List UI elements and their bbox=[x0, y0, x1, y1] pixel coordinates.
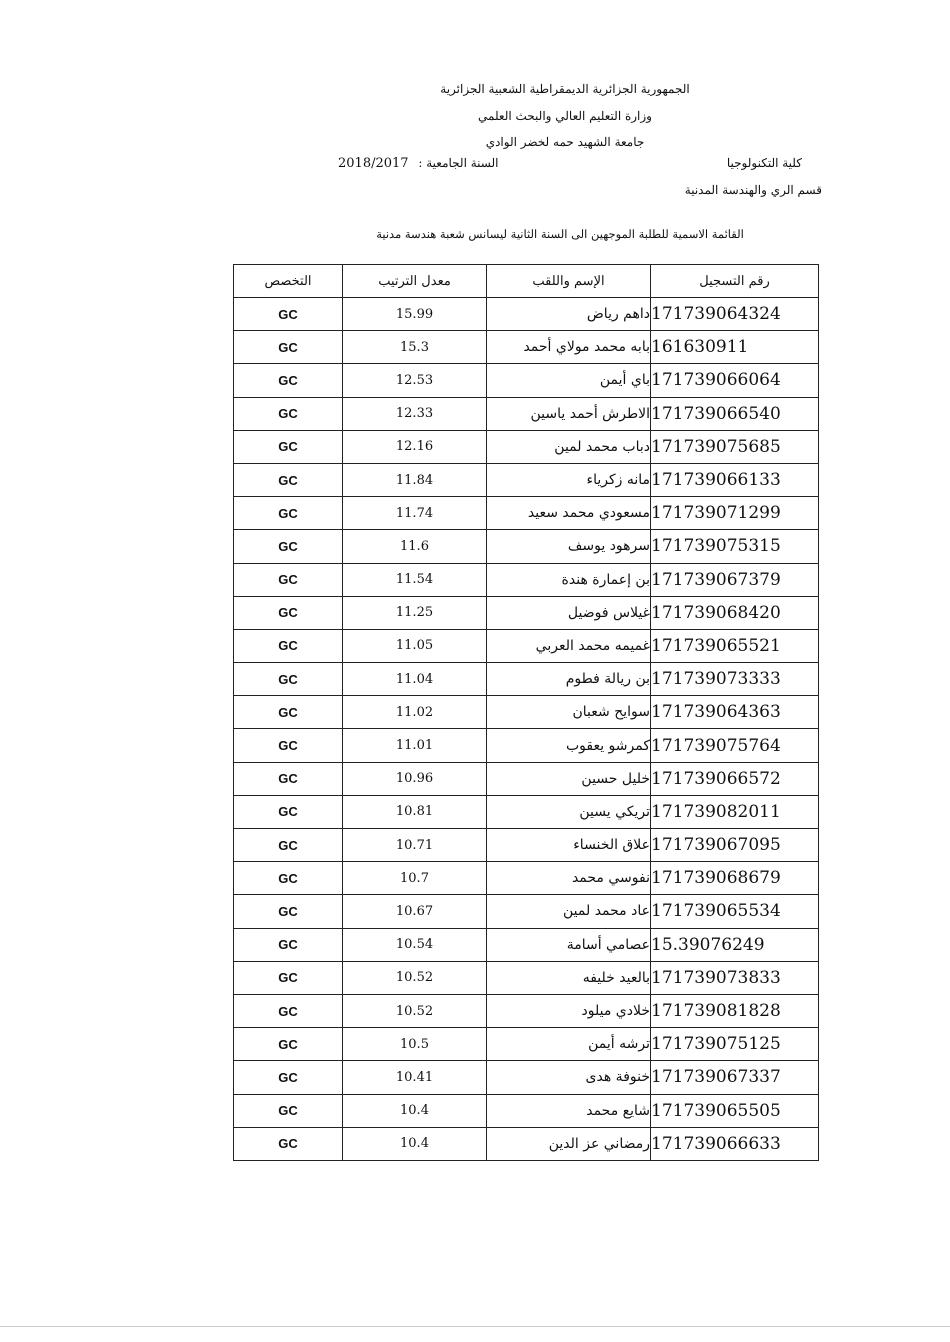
cell-name: خليل حسين bbox=[487, 762, 651, 795]
table-row bbox=[234, 463, 819, 496]
cell-name: بن إعمارة هندة bbox=[487, 563, 651, 596]
cell-name: سوايح شعبان bbox=[487, 696, 651, 729]
cell-average: 12.53 bbox=[343, 364, 487, 397]
cell-average: 10.52 bbox=[343, 994, 487, 1027]
cell-registration: 171739068679 bbox=[651, 862, 819, 895]
cell-registration: 171739065521 bbox=[651, 629, 819, 662]
cell-specialty: GC bbox=[234, 1061, 343, 1094]
cell-registration: 171739075315 bbox=[651, 530, 819, 563]
cell-name: غيلاس فوضيل bbox=[487, 596, 651, 629]
cell-specialty: GC bbox=[234, 696, 343, 729]
table-row bbox=[234, 1094, 819, 1127]
table-row bbox=[234, 596, 819, 629]
cell-average: 11.01 bbox=[343, 729, 487, 762]
academic-year-value: 2018/2017 bbox=[338, 156, 409, 171]
cell-registration: 171739064363 bbox=[651, 696, 819, 729]
cell-name: ترشه أيمن bbox=[487, 1028, 651, 1061]
cell-name: دباب محمد لمين bbox=[487, 430, 651, 463]
cell-registration: 171739066572 bbox=[651, 762, 819, 795]
cell-name: بن ريالة فطوم bbox=[487, 663, 651, 696]
cell-registration: 171739073333 bbox=[651, 663, 819, 696]
cell-registration: 171739067095 bbox=[651, 829, 819, 862]
cell-name: باي أيمن bbox=[487, 364, 651, 397]
cell-average: 11.54 bbox=[343, 563, 487, 596]
cell-average: 10.67 bbox=[343, 895, 487, 928]
cell-specialty: GC bbox=[234, 729, 343, 762]
table-row bbox=[234, 364, 819, 397]
cell-name: علاق الخنساء bbox=[487, 829, 651, 862]
cell-registration: 171739082011 bbox=[651, 795, 819, 828]
cell-specialty: GC bbox=[234, 762, 343, 795]
cell-specialty: GC bbox=[234, 530, 343, 563]
cell-name: مسعودي محمد سعيد bbox=[487, 497, 651, 530]
cell-name: تريكي يسين bbox=[487, 795, 651, 828]
table-row bbox=[234, 795, 819, 828]
cell-name: خلادي ميلود bbox=[487, 994, 651, 1027]
cell-average: 12.16 bbox=[343, 430, 487, 463]
cell-specialty: GC bbox=[234, 397, 343, 430]
table-row bbox=[234, 994, 819, 1027]
cell-specialty: GC bbox=[234, 563, 343, 596]
cell-registration: 171739067379 bbox=[651, 563, 819, 596]
table-row bbox=[234, 397, 819, 430]
cell-name: سرهود يوسف bbox=[487, 530, 651, 563]
header-average: معدل الترتيب bbox=[343, 265, 487, 298]
cell-registration: 171739075125 bbox=[651, 1028, 819, 1061]
cell-specialty: GC bbox=[234, 364, 343, 397]
header-specialty: التخصص bbox=[234, 265, 343, 298]
table-row bbox=[234, 629, 819, 662]
table-row bbox=[234, 729, 819, 762]
cell-name: بابه محمد مولاي أحمد bbox=[487, 331, 651, 364]
cell-average: 10.7 bbox=[343, 862, 487, 895]
cell-registration: 171739066064 bbox=[651, 364, 819, 397]
table-row bbox=[234, 497, 819, 530]
cell-specialty: GC bbox=[234, 430, 343, 463]
header-ministry: وزارة التعليم العالي والبحث العلمي bbox=[478, 109, 652, 123]
cell-average: 11.04 bbox=[343, 663, 487, 696]
cell-average: 10.41 bbox=[343, 1061, 487, 1094]
cell-average: 10.52 bbox=[343, 961, 487, 994]
cell-specialty: GC bbox=[234, 895, 343, 928]
table-row bbox=[234, 762, 819, 795]
cell-specialty: GC bbox=[234, 463, 343, 496]
cell-registration: 161630911 bbox=[651, 331, 819, 364]
students-table bbox=[233, 264, 819, 1161]
cell-average: 15.99 bbox=[343, 298, 487, 331]
cell-average: 10.4 bbox=[343, 1094, 487, 1127]
header-registration: رقم التسجيل bbox=[651, 265, 819, 298]
cell-registration: 15.39076249 bbox=[651, 928, 819, 961]
cell-registration: 171739065505 bbox=[651, 1094, 819, 1127]
cell-registration: 171739067337 bbox=[651, 1061, 819, 1094]
cell-registration: 171739066540 bbox=[651, 397, 819, 430]
cell-registration: 171739081828 bbox=[651, 994, 819, 1027]
table-row bbox=[234, 530, 819, 563]
cell-registration: 171739066633 bbox=[651, 1127, 819, 1160]
cell-specialty: GC bbox=[234, 298, 343, 331]
cell-name: خنوفة هدى bbox=[487, 1061, 651, 1094]
cell-name: عاد محمد لمين bbox=[487, 895, 651, 928]
cell-average: 11.74 bbox=[343, 497, 487, 530]
cell-name: داهم رياض bbox=[487, 298, 651, 331]
cell-name: الاطرش أحمد ياسين bbox=[487, 397, 651, 430]
table-row bbox=[234, 663, 819, 696]
cell-average: 11.25 bbox=[343, 596, 487, 629]
page-bottom-edge bbox=[0, 1326, 950, 1327]
cell-specialty: GC bbox=[234, 795, 343, 828]
cell-specialty: GC bbox=[234, 1094, 343, 1127]
cell-specialty: GC bbox=[234, 663, 343, 696]
cell-average: 11.84 bbox=[343, 463, 487, 496]
cell-specialty: GC bbox=[234, 928, 343, 961]
header-name: الإسم واللقب bbox=[487, 265, 651, 298]
header-faculty: كلية التكنولوجيا bbox=[726, 156, 802, 170]
table-header-row bbox=[234, 265, 819, 298]
cell-average: 10.81 bbox=[343, 795, 487, 828]
table-row bbox=[234, 1127, 819, 1160]
cell-name: بالعيد خليفه bbox=[487, 961, 651, 994]
cell-name: شايع محمد bbox=[487, 1094, 651, 1127]
cell-name: نفوسي محمد bbox=[487, 862, 651, 895]
cell-specialty: GC bbox=[234, 331, 343, 364]
cell-specialty: GC bbox=[234, 1028, 343, 1061]
cell-average: 15.3 bbox=[343, 331, 487, 364]
cell-specialty: GC bbox=[234, 1127, 343, 1160]
cell-average: 11.6 bbox=[343, 530, 487, 563]
cell-name: عصامي أسامة bbox=[487, 928, 651, 961]
table-row bbox=[234, 430, 819, 463]
table-row bbox=[234, 895, 819, 928]
cell-registration: 171739071299 bbox=[651, 497, 819, 530]
table-row bbox=[234, 696, 819, 729]
cell-average: 11.02 bbox=[343, 696, 487, 729]
table-row bbox=[234, 563, 819, 596]
header-republic: الجمهورية الجزائرية الديمقراطية الشعبية الجزائرية bbox=[440, 82, 690, 96]
cell-name: رمضاني عز الدين bbox=[487, 1127, 651, 1160]
table-row bbox=[234, 1028, 819, 1061]
cell-registration: 171739065534 bbox=[651, 895, 819, 928]
cell-average: 10.71 bbox=[343, 829, 487, 862]
table-row bbox=[234, 961, 819, 994]
table-row bbox=[234, 928, 819, 961]
header-department: قسم الري والهندسة المدنية bbox=[684, 183, 822, 197]
table-row bbox=[234, 1061, 819, 1094]
academic-year bbox=[338, 156, 498, 171]
cell-average: 10.54 bbox=[343, 928, 487, 961]
cell-average: 12.33 bbox=[343, 397, 487, 430]
cell-specialty: GC bbox=[234, 596, 343, 629]
cell-registration: 171739064324 bbox=[651, 298, 819, 331]
table-row bbox=[234, 862, 819, 895]
cell-specialty: GC bbox=[234, 994, 343, 1027]
cell-registration: 171739073833 bbox=[651, 961, 819, 994]
table-row bbox=[234, 829, 819, 862]
cell-registration: 171739075685 bbox=[651, 430, 819, 463]
cell-average: 10.4 bbox=[343, 1127, 487, 1160]
cell-specialty: GC bbox=[234, 862, 343, 895]
cell-registration: 171739066133 bbox=[651, 463, 819, 496]
cell-specialty: GC bbox=[234, 961, 343, 994]
cell-specialty: GC bbox=[234, 829, 343, 862]
cell-name: مانه زكرياء bbox=[487, 463, 651, 496]
cell-average: 10.5 bbox=[343, 1028, 487, 1061]
cell-name: غميمه محمد العربي bbox=[487, 629, 651, 662]
academic-year-label: السنة الجامعية : bbox=[418, 156, 499, 170]
list-title: القائمة الاسمية للطلبة الموجهين الى السنة الثانية ليسانس شعبة هندسة مدنية bbox=[376, 227, 744, 241]
cell-specialty: GC bbox=[234, 497, 343, 530]
cell-average: 10.96 bbox=[343, 762, 487, 795]
table-row bbox=[234, 298, 819, 331]
table-row bbox=[234, 331, 819, 364]
cell-average: 11.05 bbox=[343, 629, 487, 662]
header-university: جامعة الشهيد حمه لخضر الوادي bbox=[485, 135, 645, 149]
cell-name: كمرشو يعقوب bbox=[487, 729, 651, 762]
cell-specialty: GC bbox=[234, 629, 343, 662]
cell-registration: 171739075764 bbox=[651, 729, 819, 762]
cell-registration: 171739068420 bbox=[651, 596, 819, 629]
